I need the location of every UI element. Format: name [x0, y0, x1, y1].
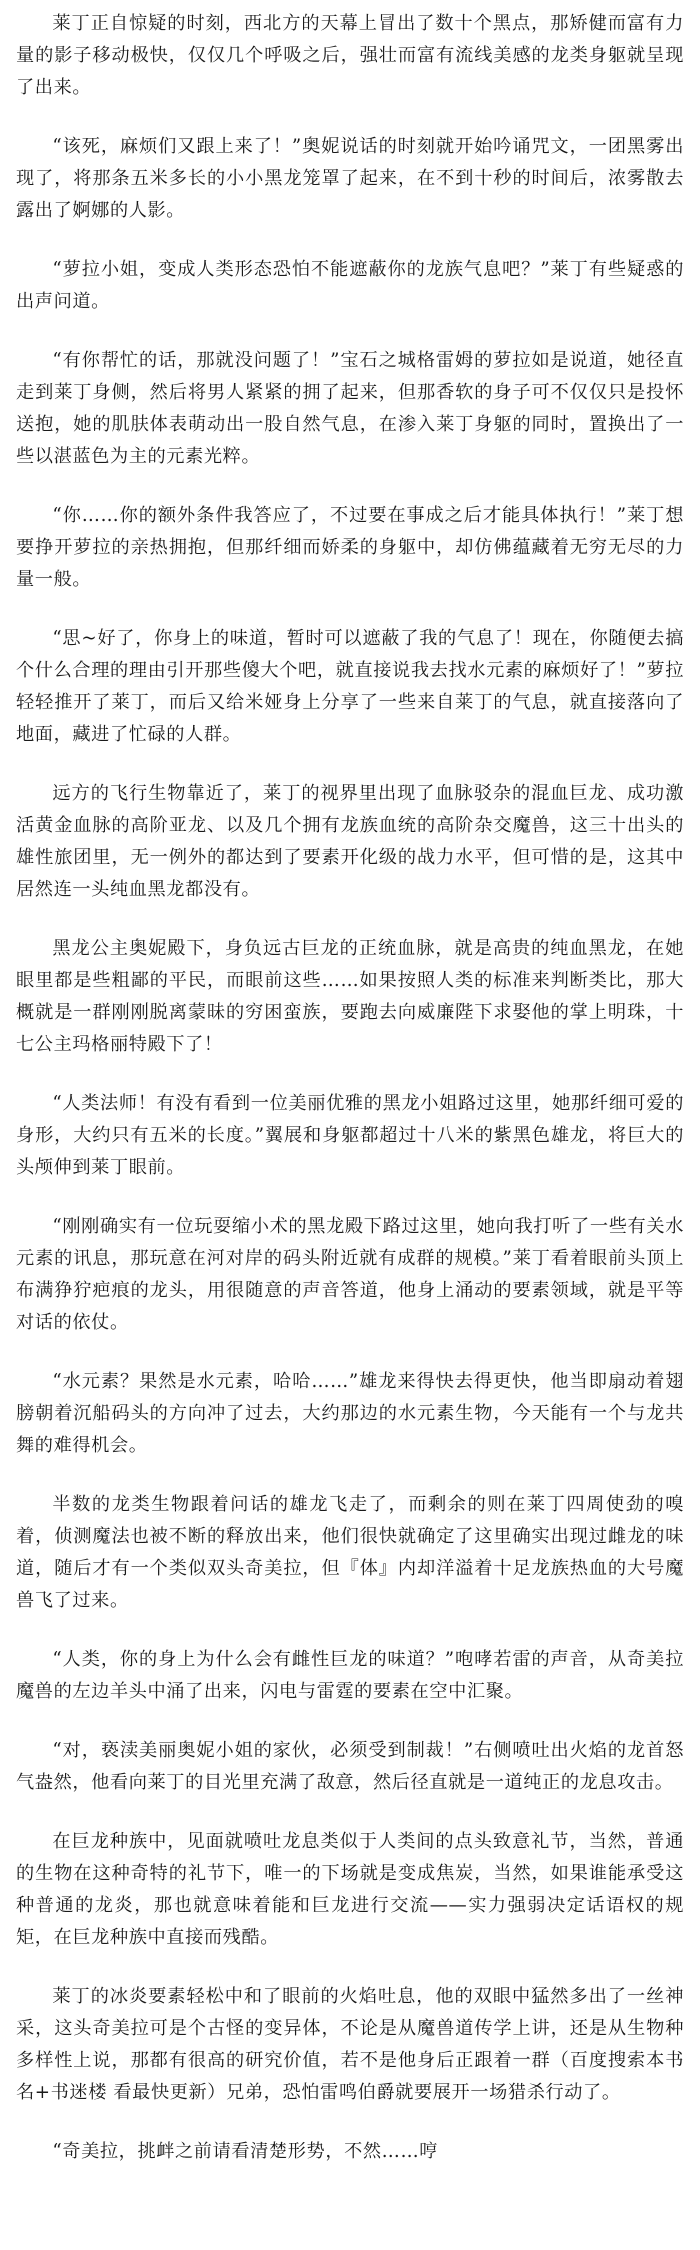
paragraph-14: “对，亵渎美丽奥妮小姐的家伙，必须受到制裁！”右侧喷吐出火焰的龙首怒气盎然，他看向莱丁的目光里充满了敌意，然后径直就是一道纯正的龙息攻击。 [16, 1740, 684, 1793]
paragraph-11: “水元素？果然是水元素，哈哈……”雄龙来得快去得更快，他当即扇动着翅膀朝着沉船码头的方向冲了过去，大约那边的水元素生物，今天能有一个与龙共舞的难得机会。 [16, 1371, 684, 1456]
paragraph-3: “萝拉小姐，变成人类形态恐怕不能遮蔽你的龙族气息吧？”莱丁有些疑惑的出声问道。 [16, 259, 684, 312]
paragraph-4: “有你帮忙的话，那就没问题了！”宝石之城格雷姆的萝拉如是说道，她径直走到莱丁身侧，然后将男人紧紧的拥了起来，但那香软的身子可不仅仅只是投怀送抱，她的肌肤体表萌动出一股自然气息，在渗入莱丁身躯的同时，置换出了一些以湛蓝色为主的元素光粹。 [16, 350, 684, 467]
paragraph-12: 半数的龙类生物跟着问话的雄龙飞走了，而剩余的则在莱丁四周使劲的嗅着，侦测魔法也被不断的释放出来，他们很快就确定了这里确实出现过雌龙的味道，随后才有一个类似双头奇美拉，但『体』内却洋溢着十足龙族热血的大号魔兽飞了过来。 [16, 1494, 684, 1611]
paragraph-9: “人类法师！有没有看到一位美丽优雅的黑龙小姐路过这里，她那纤细可爱的身形，大约只有五米的长度。”翼展和身躯都超过十八米的紫黑色雄龙，将巨大的头颅伸到莱丁眼前。 [16, 1093, 684, 1178]
paragraph-6: “思~好了，你身上的味道，暂时可以遮蔽了我的气息了！现在，你随便去搞个什么合理的理由引开那些傻大个吧，就直接说我去找水元素的麻烦好了！”萝拉轻轻推开了莱丁，而后又给米娅身上分享了一些来自莱丁的气息，就直接落向了地面，藏进了忙碌的人群。 [16, 628, 684, 745]
paragraph-10: “刚刚确实有一位玩耍缩小术的黑龙殿下路过这里，她向我打听了一些有关水元素的讯息，那玩意在河对岸的码头附近就有成群的规模。”莱丁看着眼前头顶上布满狰狞疤痕的龙头，用很随意的声音答道，他身上涌动的要素领域，就是平等对话的依仗。 [16, 1216, 684, 1333]
paragraph-16: 莱丁的冰炎要素轻松中和了眼前的火焰吐息，他的双眼中猛然多出了一丝神采，这头奇美拉可是个古怪的变异体，不论是从魔兽道传学上讲，还是从生物种多样性上说，那都有很高的研究价值，若不是他身后正跟着一群（百度搜索本书名+书迷楼 看最快更新）兄弟，恐怕雷鸣伯爵就要展开一场猎杀行动了。 [16, 1986, 684, 2103]
paragraph-5: “你……你的额外条件我答应了，不过要在事成之后才能具体执行！”莱丁想要挣开萝拉的亲热拥抱，但那纤细而娇柔的身躯中，却仿佛蕴藏着无穷无尽的力量一般。 [16, 505, 684, 590]
paragraph-8: 黑龙公主奥妮殿下，身负远古巨龙的正统血脉，就是高贵的纯血黑龙，在她眼里都是些粗鄙的平民，而眼前这些……如果按照人类的标准来判断类比，那大概就是一群刚刚脱离蒙昧的穷困蛮族，要跑去向威廉陛下求娶他的掌上明珠，十七公主玛格丽特殿下了！ [16, 938, 684, 1055]
paragraph-7: 远方的飞行生物靠近了，莱丁的视界里出现了血脉驳杂的混血巨龙、成功激活黄金血脉的高阶亚龙、以及几个拥有龙族血统的高阶杂交魔兽，这三十出头的雄性旅团里，无一例外的都达到了要素开化级的战力水平，但可惜的是，这其中居然连一头纯血黑龙都没有。 [16, 783, 684, 900]
paragraph-13: “人类，你的身上为什么会有雌性巨龙的味道？”咆哮若雷的声音，从奇美拉魔兽的左边羊头中涌了出来，闪电与雷霆的要素在空中汇聚。 [16, 1649, 684, 1702]
paragraph-2: “该死，麻烦们又跟上来了！”奥妮说话的时刻就开始吟诵咒文，一团黑雾出现了，将那条五米多长的小小黑龙笼罩了起来，在不到十秒的时间后，浓雾散去露出了婀娜的人影。 [16, 136, 684, 221]
paragraph-17: “奇美拉，挑衅之前请看清楚形势，不然……哼 [52, 2141, 439, 2162]
paragraph-15: 在巨龙种族中，见面就喷吐龙息类似于人类间的点头致意礼节，当然，普通的生物在这种奇特的礼节下，唯一的下场就是变成焦炭，当然，如果谁能承受这种普通的龙炎，那也就意味着能和巨龙进行交流——实力强弱决定话语权的规矩，在巨龙种族中直接而残酷。 [16, 1831, 684, 1948]
paragraph-1: 莱丁正自惊疑的时刻，西北方的天幕上冒出了数十个黑点，那矫健而富有力量的影子移动极快，仅仅几个呼吸之后，强壮而富有流线美感的龙类身躯就呈现了出来。 [16, 13, 684, 98]
